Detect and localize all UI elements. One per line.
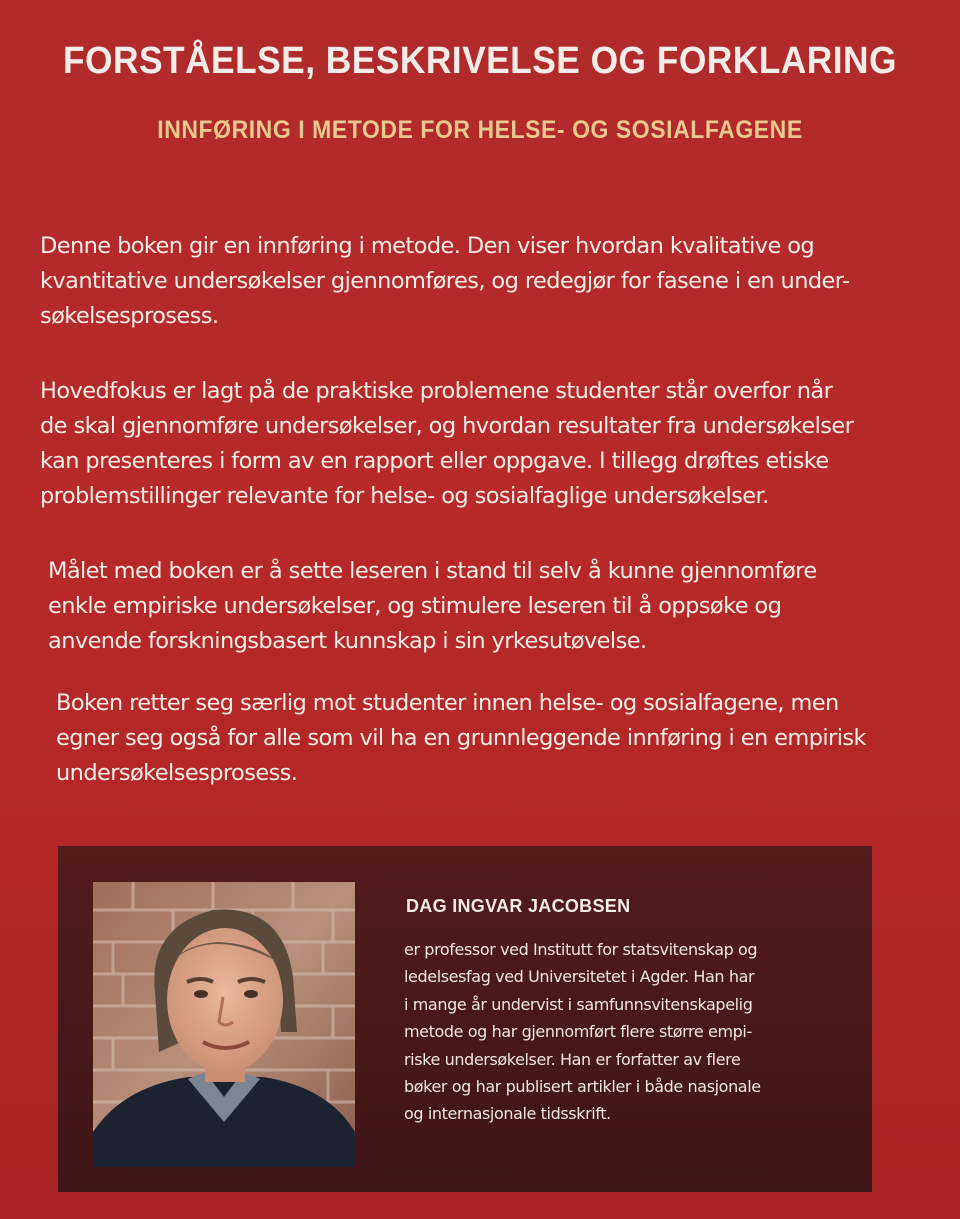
blurb-line: Denne boken gir en innføring i metode. Den viser hvordan kvalitative og xyxy=(40,233,815,259)
author-bio-line: i mange år undervist i samfunnsvitenskapelig xyxy=(404,994,753,1014)
author-bio-line: og internasjonale tidsskrift. xyxy=(404,1104,611,1124)
author-bio-line: er professor ved Institutt for statsvitenskap og xyxy=(404,940,758,959)
blurb-line: undersøkelsesprosess. xyxy=(56,760,298,786)
blurb-line: enkle empiriske undersøkelser, og stimulere leseren til å oppsøke og xyxy=(48,593,782,619)
blurb-line: anvende forskningsbasert kunnskap i sin yrkesutøvelse. xyxy=(48,628,647,654)
author-bio xyxy=(404,936,824,1128)
blurb-line: problemstillinger relevante for helse- og sosialfaglige undersøkelser. xyxy=(40,483,769,509)
author-bio-line: ledelsesfag ved Universitetet i Agder. Han har xyxy=(404,967,755,987)
blurb-line: kvantitative undersøkelser gjennomføres, og redegjør for fasene i en under- xyxy=(40,268,850,294)
blurb-line: kan presenteres i form av en rapport eller oppgave. I tillegg drøftes etiske xyxy=(40,448,829,474)
book-subtitle: INNFØRING I METODE FOR HELSE- OG SOSIALFAGENE xyxy=(157,116,803,144)
author-panel xyxy=(58,846,872,1192)
blurb-paragraph-4 xyxy=(56,686,896,791)
blurb-line: søkelsesprosess. xyxy=(40,303,219,329)
author-photo xyxy=(93,882,355,1167)
blurb-line: Boken retter seg særlig mot studenter innen helse- og sosialfagene, men xyxy=(56,690,839,716)
book-title: FORSTÅELSE, BESKRIVELSE OG FORKLARING xyxy=(62,40,898,82)
author-bio-line: riske undersøkelser. Han er forfatter av flere xyxy=(404,1049,741,1069)
author-bio-line: metode og har gjennomført flere større empi- xyxy=(404,1022,752,1042)
blurb-paragraph-3 xyxy=(48,554,896,659)
author-bio-line: bøker og har publisert artikler i både nasjonale xyxy=(404,1077,761,1097)
blurb-line: Målet med boken er å sette leseren i stand til selv å kunne gjennomføre xyxy=(48,558,817,584)
author-name: DAG INGVAR JACOBSEN xyxy=(406,896,631,916)
blurb-line: Hovedfokus er lagt på de praktiske problemene studenter står overfor når xyxy=(40,378,833,404)
blurb-line: de skal gjennomføre undersøkelser, og hvordan resultater fra undersøkelser xyxy=(40,413,854,439)
blurb-paragraph-2 xyxy=(40,374,900,514)
blurb-line: egner seg også for alle som vil ha en grunnleggende innføring i en empirisk xyxy=(56,725,866,751)
blurb-paragraph-1 xyxy=(40,229,900,334)
